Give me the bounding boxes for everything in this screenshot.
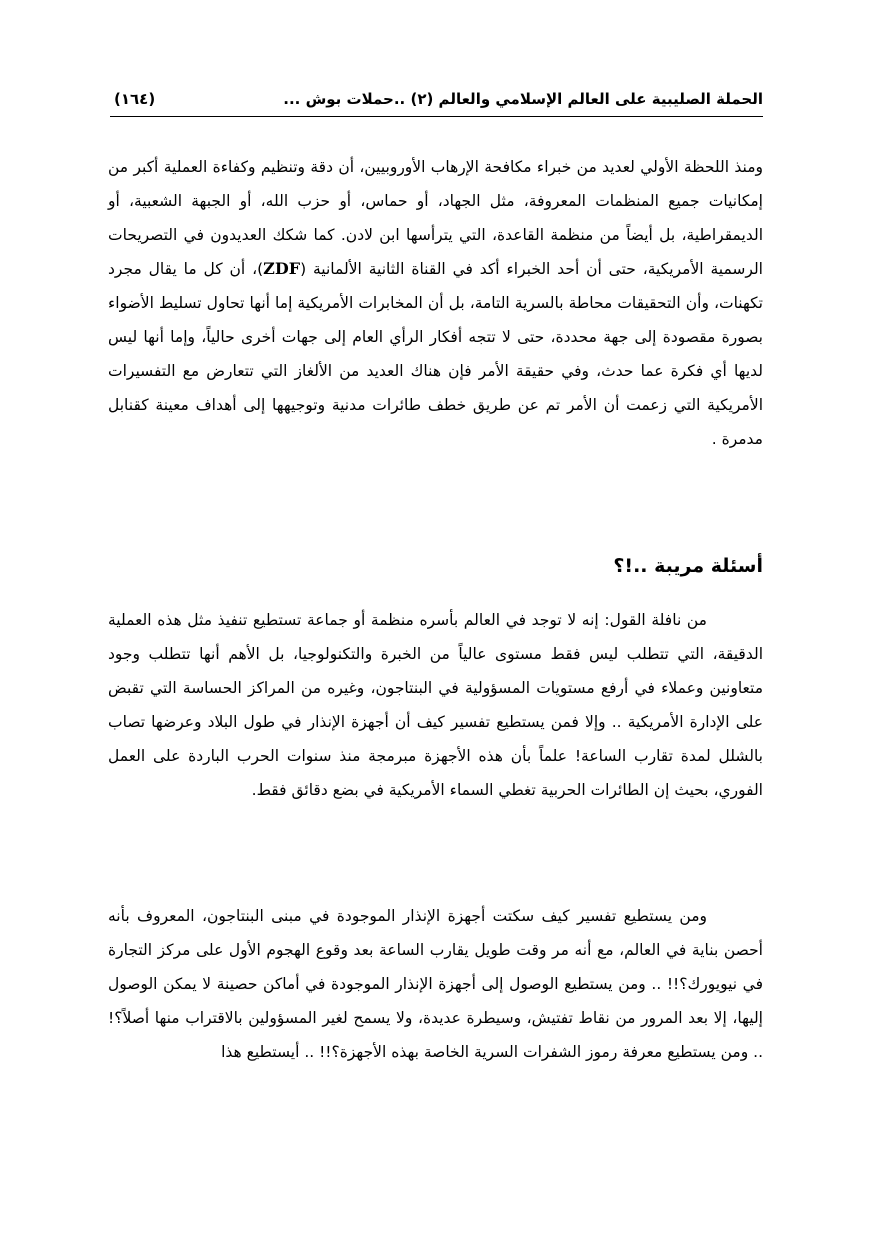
running-header	[110, 86, 763, 117]
page-number: (١٦٤)	[114, 90, 156, 108]
section-heading: أسئلة مريبة ..!؟	[613, 555, 763, 577]
header-title: الحملة الصليبية على العالم الإسلامي والعالم (٢) ..حملات بوش ...	[283, 90, 763, 108]
zdf-acronym: ZDF	[263, 259, 301, 278]
paragraph-alarms: ومن يستطيع تفسير كيف سكتت أجهزة الإنذار الموجودة في مبنى البنتاجون، المعروف بأنه أحصن بناية في العالم، مع أنه مر وقت طويل يقارب الساعة بعد وقوع الهجوم الأول على مركز التجارة في نيويورك؟!! .. ومن يستطيع الوصول إلى أجهزة الإنذار الموجودة في أماكن حصينة لا يمكن الوصول إليها، إلا بعد المرور من نقاط تفتيش، وسيطرة عديدة، ولا يسمح لغير المسؤولين بالاقتراب منها أصلاً؟! .. ومن يستطيع معرفة رموز الشفرات السرية الخاصة بهذه الأجهزة؟!! .. أيستطيع هذا	[108, 907, 763, 1061]
paragraph-intro-text-after: )، أن كل ما يقال مجرد تكهنات، وأن التحقيقات محاطة بالسرية التامة، بل أن المخابرات الأمريكية إما أنها تحاول تسليط الأضواء بصورة مقصودة إلى جهة محددة، حتى لا تتجه أفكار الرأي العام إلى جهات أخرى حالياً، وإما أنها ليس لديها أي فكرة عما حدث، وفي حقيقة الأمر فإن هناك العديد من الألغاز التي تتعارض مع التفسيرات الأمريكية التي زعمت أن الأمر تم عن طريق خطف طائرات مدنية وتوجيهها إلى أهداف معينة كقنابل مدمرة .	[108, 260, 763, 448]
paragraph-questions: من نافلة القول: إنه لا توجد في العالم بأسره منظمة أو جماعة تستطيع تنفيذ مثل هذه العملية الدقيقة، التي تتطلب ليس فقط مستوى عالياً من الخبرة والتكنولوجيا، بل الأهم أنها تتطلب وجود متعاونين وعملاء في أرفع مستويات المسؤولية في البنتاجون، وغيره من المراكز الحساسة التي تقبض على الإدارة الأمريكية .. وإلا فمن يستطيع تفسير كيف أن أجهزة الإنذار في طول البلاد وعرضها تصاب بالشلل لمدة تقارب الساعة! علماً بأن هذه الأجهزة مبرمجة منذ سنوات الحرب الباردة على العمل الفوري، بحيث إن الطائرات الحربية تغطي السماء الأمريكية في بضع دقائق فقط.	[108, 611, 763, 799]
paragraph-intro	[108, 150, 763, 456]
paragraph-intro-text-before: ومنذ اللحظة الأولي لعديد من خبراء مكافحة الإرهاب الأوروبيين، أن دقة وتنظيم وكفاءة العملية أكبر من إمكانيات جميع المنظمات المعروفة، مثل الجهاد، أو حماس، أو حزب الله، أو الجبهة الشعبية، أو الديمقراطية، بل أيضاً من منظمة القاعدة، التي يترأسها ابن لادن. كما شكك العديدون في التصريحات الرسمية الأمريكية، حتى أن أحد الخبراء أكد في القناة الثانية الألمانية (	[108, 158, 763, 278]
